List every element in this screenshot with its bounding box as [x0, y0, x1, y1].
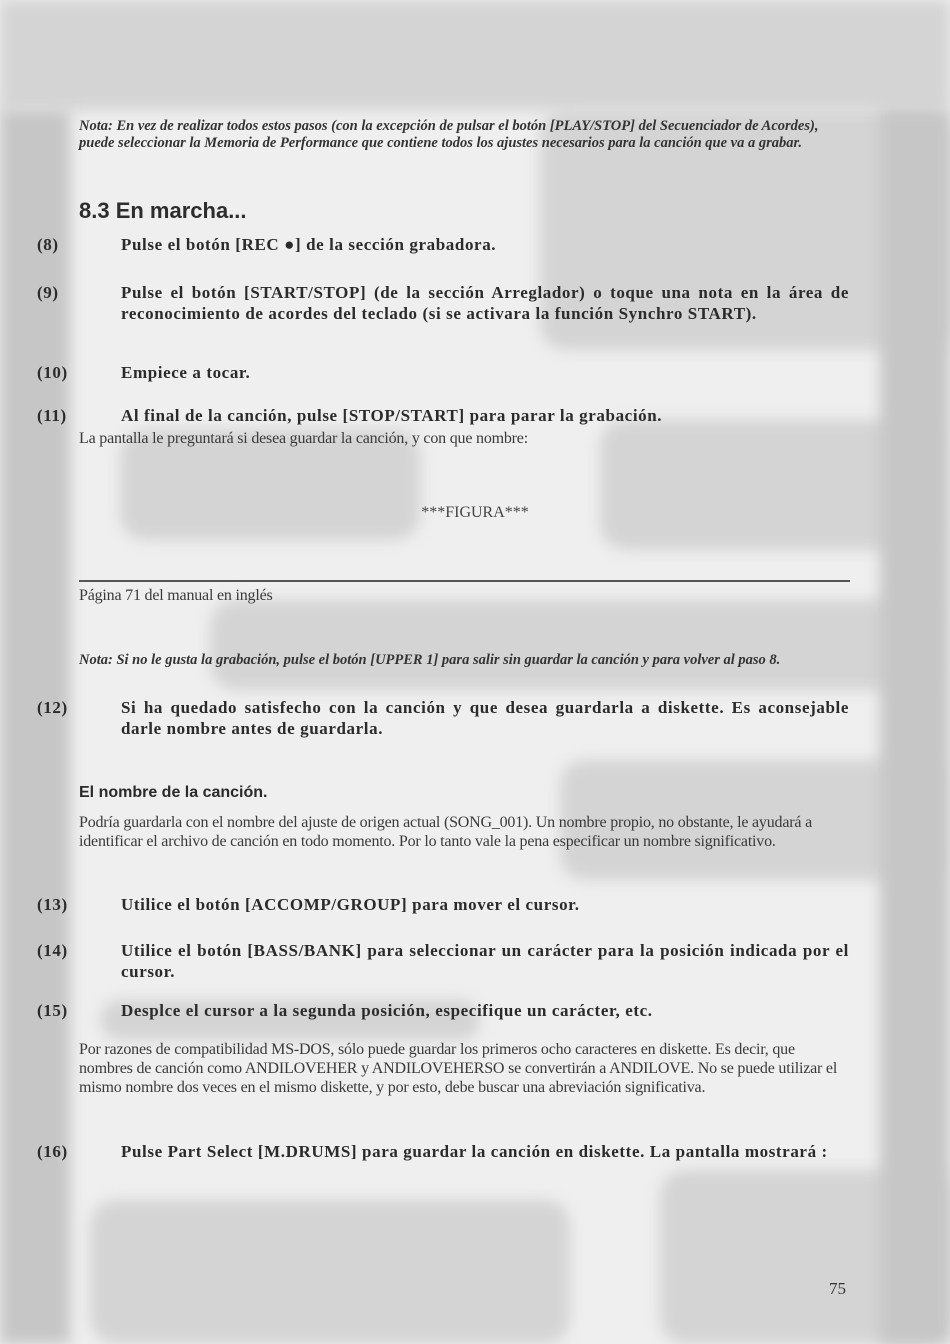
step-10: [37, 362, 849, 383]
step-14: [37, 940, 849, 982]
step-13: [37, 894, 849, 915]
body-after-step-11: La pantalla le preguntará si desea guardar la canción, y con que nombre:: [79, 430, 528, 447]
subsection-title: El nombre de la canción.: [79, 784, 268, 801]
step-text: Utilice el botón [ACCOMP/GROUP] para mover el cursor.: [121, 895, 580, 914]
step-number: (8): [37, 235, 59, 254]
step-number: (16): [37, 1142, 68, 1161]
step-text: Desplce el cursor a la segunda posición, especifique un carácter, etc.: [121, 1001, 653, 1020]
step-text: Utilice el botón [BASS/BANK] para seleccionar un carácter para la posición indicada por el cursor.: [121, 941, 849, 981]
page-divider: [79, 580, 850, 582]
note-mid: Nota: Si no le gusta la grabación, pulse el botón [UPPER 1] para salir sin guardar la canción y para volver al paso 8.: [79, 652, 781, 668]
step-text: Al final de la canción, pulse [STOP/START] para parar la grabación.: [121, 406, 663, 425]
step-number: (9): [37, 283, 59, 302]
step-number: (11): [37, 406, 67, 425]
manual-reference: Página 71 del manual en inglés: [79, 587, 273, 604]
step-number: (13): [37, 895, 68, 914]
step-text: Empiece a tocar.: [121, 363, 251, 382]
note-top: Nota: En vez de realizar todos estos pasos (con la excepción de pulsar el botón [PLAY/STOP] del Secuenciador de Acordes), puede seleccionar la Memoria de Performance que contiene todos los ajustes necesarios para la canción que va a grabar.: [79, 118, 819, 151]
step-9: [37, 282, 849, 324]
body-song-name: Podría guardarla con el nombre del ajuste de origen actual (SONG_001). Un nombre propio, no obstante, le ayudará a identificar el archivo de canción en todo momento. Por lo tanto vale la pena especificar un nombre significativo.: [79, 814, 812, 850]
step-number: (10): [37, 363, 68, 382]
figure-placeholder: ***FIGURA***: [421, 504, 529, 521]
step-text: Pulse el botón [REC ●] de la sección grabadora.: [121, 235, 497, 254]
step-12: [37, 697, 849, 739]
body-msdos: Por razones de compatibilidad MS-DOS, sólo puede guardar los primeros ocho caracteres en diskette. Es decir, que nombres de canción como ANDILOVEHER y ANDILOVEHERSO se convertirán a ANDILOVE. No se puede utilizar el mismo nombre dos veces en el mismo diskette, y por esto, debe buscar una abreviación significativa.: [79, 1041, 838, 1096]
step-8: [37, 234, 849, 255]
step-number: (12): [37, 698, 68, 717]
step-16: [37, 1141, 849, 1162]
step-11: [37, 405, 849, 426]
step-15: [37, 1000, 849, 1021]
step-text: Pulse Part Select [M.DRUMS] para guardar la canción en diskette. La pantalla mostrará :: [121, 1142, 828, 1161]
step-text: Pulse el botón [START/STOP] (de la sección Arreglador) o toque una nota en la área de reconocimiento de acordes del teclado (si se activara la función Synchro START).: [121, 283, 849, 323]
page-number: 75: [829, 1279, 846, 1298]
step-number: (15): [37, 1001, 68, 1020]
step-number: (14): [37, 941, 68, 960]
step-text: Si ha quedado satisfecho con la canción y que desea guardarla a diskette. Es aconsejable darle nombre antes de guardarla.: [121, 698, 849, 738]
section-title: 8.3 En marcha...: [79, 198, 247, 223]
